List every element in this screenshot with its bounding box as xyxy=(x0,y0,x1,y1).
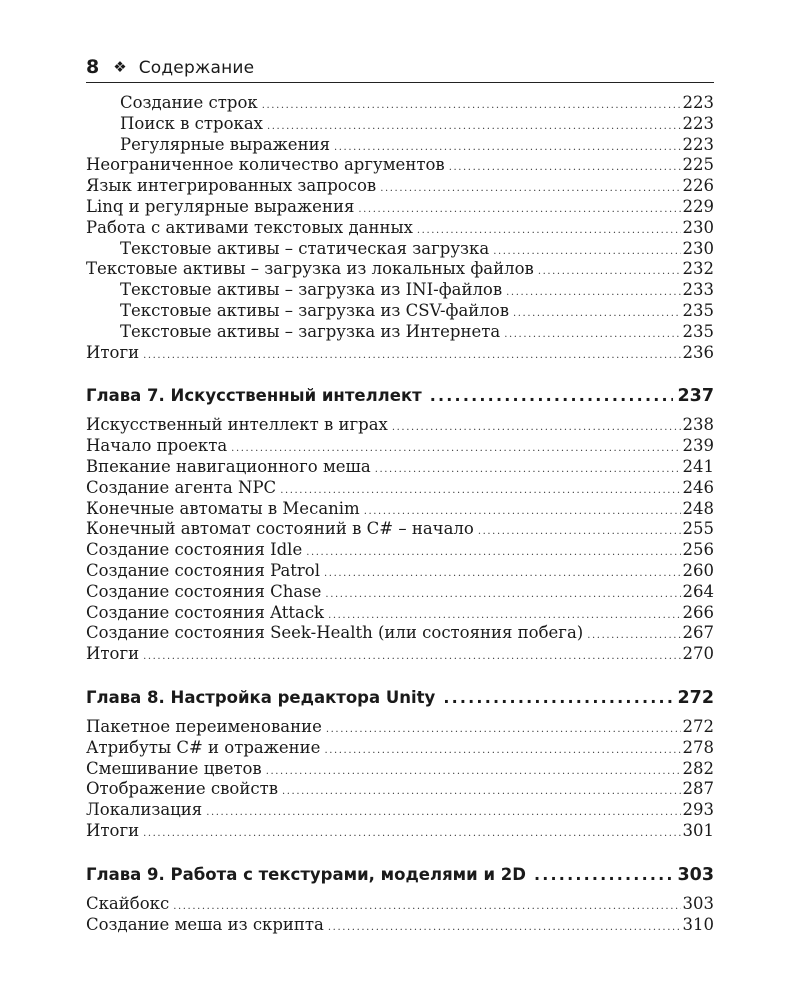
toc-entry-title: Создание состояния Chase xyxy=(86,581,322,601)
toc-entry xyxy=(86,155,714,176)
toc-entry xyxy=(86,436,714,457)
toc-entry-title: Отображение свойств xyxy=(86,779,278,799)
dot-leader xyxy=(392,418,681,439)
toc-entry xyxy=(86,239,714,260)
toc-entry xyxy=(86,322,714,343)
toc-entry-title: Итоги xyxy=(86,644,140,664)
chapter-title: Глава 8. Настройка редактора Unity xyxy=(86,687,436,707)
toc-entry-page-number: 232 xyxy=(682,259,714,279)
toc-entry xyxy=(86,717,714,738)
toc-entry-title: Создание агента NPC xyxy=(86,477,277,497)
document-page xyxy=(86,56,714,935)
toc-entry-title: Скайбокс xyxy=(86,893,170,913)
chapter-page-number: 303 xyxy=(677,864,714,885)
dot-leader xyxy=(538,262,681,283)
toc-entry xyxy=(86,478,714,499)
dot-leader xyxy=(324,564,680,585)
toc-entry-page-number: 278 xyxy=(682,737,714,757)
toc-entry xyxy=(86,457,714,478)
chapter-page-number: 237 xyxy=(677,386,714,407)
dot-leader xyxy=(143,824,680,845)
page-number: 8 xyxy=(86,56,100,78)
chapter-title: Глава 7. Искусственный интеллект xyxy=(86,386,422,406)
toc-entry xyxy=(86,894,714,915)
toc-entry-page-number: 226 xyxy=(682,176,714,196)
dot-leader xyxy=(504,325,680,346)
toc-entry-title: Создание состояния Attack xyxy=(86,602,325,622)
toc-entry-title: Атрибуты C# и отражение xyxy=(86,737,321,757)
toc-entry-title: Конечный автомат состояний в C# – начало xyxy=(86,519,474,539)
toc-entry xyxy=(86,582,714,603)
toc-entry xyxy=(86,343,714,364)
toc-entry xyxy=(86,114,714,135)
toc-entry-title: Создание строк xyxy=(120,93,258,112)
toc-entry xyxy=(86,821,714,842)
toc-entry-title: Создание состояния Patrol xyxy=(86,560,321,580)
toc-entry xyxy=(86,623,714,644)
toc-entry-page-number: 303 xyxy=(682,893,714,913)
toc-entry-title: Локализация xyxy=(86,800,203,820)
toc-entry-page-number: 241 xyxy=(682,456,714,476)
toc-entry xyxy=(86,415,714,436)
toc-entry-page-number: 310 xyxy=(682,914,714,934)
toc-entry xyxy=(86,176,714,197)
toc-entry-page-number: 264 xyxy=(682,581,714,601)
toc-entry-title: Текстовые активы – загрузка из локальных файлов xyxy=(86,259,534,279)
toc-entry-page-number: 239 xyxy=(682,436,714,456)
dot-leader xyxy=(513,304,681,325)
dot-leader xyxy=(380,179,680,200)
running-header xyxy=(86,56,714,83)
dot-leader xyxy=(262,96,681,117)
dot-leader xyxy=(449,158,681,179)
dot-leader xyxy=(206,803,680,824)
dot-leader xyxy=(282,782,681,803)
toc-entry xyxy=(86,93,714,114)
chapter-page-number: 272 xyxy=(677,687,714,708)
toc-entry-title: Текстовые активы – загрузка из INI-файлов xyxy=(120,280,503,300)
table-of-contents xyxy=(86,93,714,935)
toc-entry-page-number: 287 xyxy=(682,779,714,799)
toc-entry xyxy=(86,759,714,780)
toc-entry-title: Пакетное переименование xyxy=(86,716,322,736)
toc-entry-title: Итоги xyxy=(86,342,140,362)
toc-entry xyxy=(86,644,714,665)
toc-entry-title: Начало проекта xyxy=(86,436,228,456)
toc-entry-page-number: 235 xyxy=(682,321,714,341)
toc-entry-page-number: 248 xyxy=(682,498,714,518)
toc-entry-page-number: 238 xyxy=(682,415,714,435)
toc-entry-page-number: 267 xyxy=(682,623,714,643)
toc-entry-title: Итоги xyxy=(86,820,140,840)
toc-entry xyxy=(86,540,714,561)
dot-leader xyxy=(478,522,681,543)
toc-entry-title: Конечные автоматы в Mecanim xyxy=(86,498,360,518)
toc-entry-page-number: 233 xyxy=(682,280,714,300)
toc-entry-page-number: 270 xyxy=(682,644,714,664)
chapter-heading xyxy=(86,864,714,886)
toc-entry xyxy=(86,135,714,156)
chapter-heading xyxy=(86,687,714,709)
toc-entry xyxy=(86,915,714,936)
dot-leader xyxy=(587,626,680,647)
chapter-heading xyxy=(86,385,714,407)
toc-entry-title: Регулярные выражения xyxy=(120,134,330,154)
dot-leader xyxy=(375,460,681,481)
toc-entry-page-number: 223 xyxy=(682,113,714,133)
toc-entry xyxy=(86,280,714,301)
dot-leader xyxy=(430,385,674,407)
toc-entry-page-number: 230 xyxy=(682,238,714,258)
toc-entry xyxy=(86,218,714,239)
toc-entry-page-number: 235 xyxy=(682,300,714,320)
toc-entry-page-number: 293 xyxy=(682,800,714,820)
toc-entry-page-number: 246 xyxy=(682,477,714,497)
dot-leader xyxy=(443,687,673,709)
toc-entry xyxy=(86,603,714,624)
toc-entry xyxy=(86,738,714,759)
section-title: Содержание xyxy=(138,58,255,78)
toc-entry-title: Текстовые активы – загрузка из Интернета xyxy=(120,321,501,341)
toc-entry xyxy=(86,197,714,218)
toc-entry-page-number: 223 xyxy=(682,93,714,112)
toc-entry xyxy=(86,779,714,800)
toc-entry-title: Язык интегрированных запросов xyxy=(86,176,377,196)
toc-entry-page-number: 260 xyxy=(682,560,714,580)
toc-entry-page-number: 255 xyxy=(682,519,714,539)
toc-entry-page-number: 229 xyxy=(682,196,714,216)
toc-entry-title: Создание состояния Seek-Health (или состояния побега) xyxy=(86,623,584,643)
dot-leader xyxy=(328,918,681,939)
toc-entry xyxy=(86,499,714,520)
toc-entry-title: Поиск в строках xyxy=(120,113,263,133)
toc-entry-title: Искусственный интеллект в играх xyxy=(86,415,388,435)
chapter-title: Глава 9. Работа с текстурами, моделями и 2D xyxy=(86,864,526,884)
toc-entry xyxy=(86,561,714,582)
toc-entry xyxy=(86,800,714,821)
toc-entry-page-number: 272 xyxy=(682,716,714,736)
toc-entry-page-number: 301 xyxy=(682,820,714,840)
toc-entry-title: Текстовые активы – статическая загрузка xyxy=(120,238,490,258)
dot-leader xyxy=(143,647,680,668)
toc-entry xyxy=(86,519,714,540)
dot-leader xyxy=(143,346,680,367)
toc-entry-title: Впекание навигационного меша xyxy=(86,456,371,476)
toc-entry-page-number: 266 xyxy=(682,602,714,622)
toc-entry-title: Linq и регулярные выражения xyxy=(86,196,355,216)
toc-entry-title: Создание меша из скрипта xyxy=(86,914,324,934)
diamond-separator-icon: ❖ xyxy=(113,58,127,76)
toc-entry-title: Неограниченное количество аргументов xyxy=(86,155,445,175)
dot-leader xyxy=(326,720,681,741)
toc-entry-page-number: 225 xyxy=(682,155,714,175)
toc-entry-title: Создание состояния Idle xyxy=(86,540,303,560)
dot-leader xyxy=(506,283,680,304)
toc-entry-title: Работа с активами текстовых данных xyxy=(86,217,413,237)
toc-entry-page-number: 223 xyxy=(682,134,714,154)
dot-leader xyxy=(306,543,680,564)
toc-entry xyxy=(86,259,714,280)
dot-leader xyxy=(325,585,680,606)
toc-entry xyxy=(86,301,714,322)
toc-entry-page-number: 282 xyxy=(682,758,714,778)
dot-leader xyxy=(266,762,681,783)
toc-entry-title: Текстовые активы – загрузка из CSV-файлов xyxy=(120,300,509,320)
toc-entry-title: Смешивание цветов xyxy=(86,758,262,778)
toc-entry-page-number: 230 xyxy=(682,217,714,237)
dot-leader xyxy=(534,864,674,886)
toc-entry-page-number: 256 xyxy=(682,540,714,560)
toc-entry-page-number: 236 xyxy=(682,342,714,362)
dot-leader xyxy=(324,741,680,762)
